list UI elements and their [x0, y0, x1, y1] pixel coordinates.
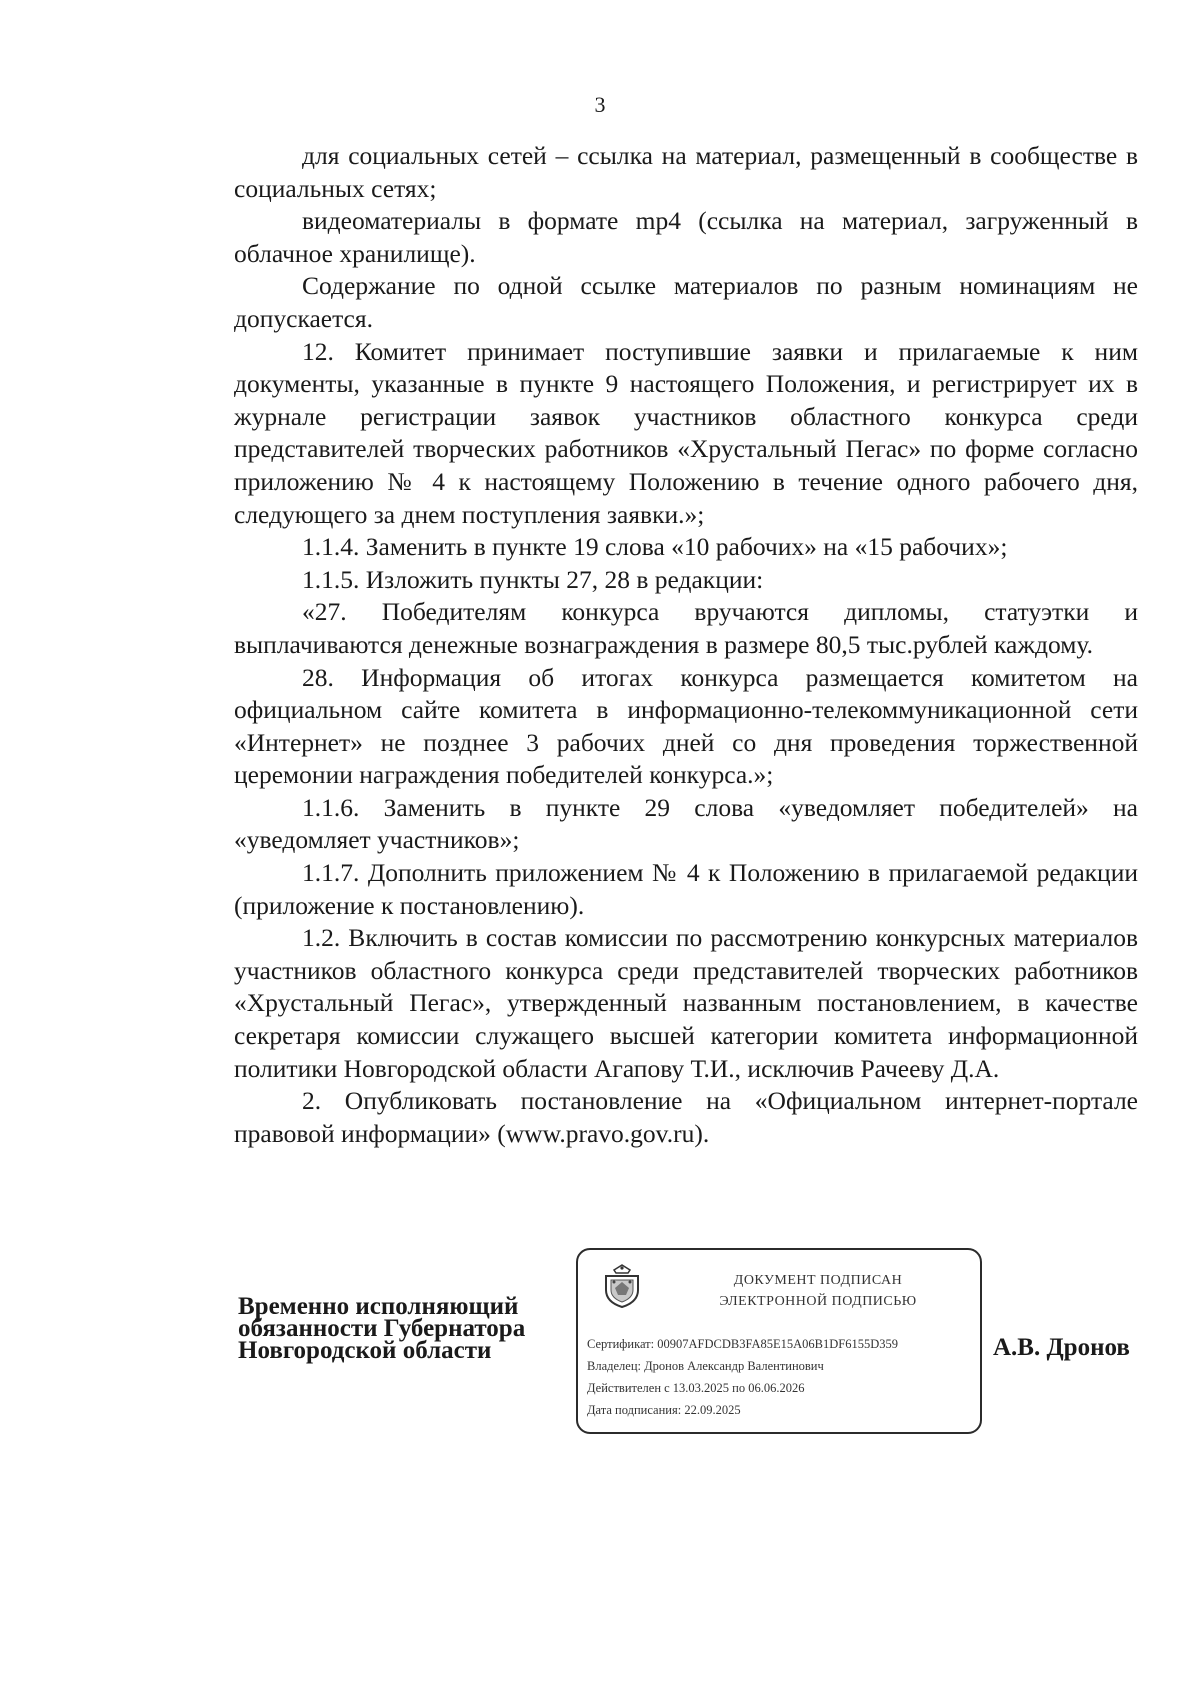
paragraph-item-1-1-7: 1.1.7. Дополнить приложением № 4 к Положению в прилагаемой редакции (приложение к постановлению).	[234, 858, 1138, 920]
page-number: 3	[594, 92, 606, 117]
stamp-heading-line: ЭЛЕКТРОННОЙ ПОДПИСЬЮ	[719, 1294, 917, 1309]
stamp-signing-date: Дата подписания: 22.09.2025	[587, 1403, 741, 1417]
paragraph-item-12: 12. Комитет принимает поступившие заявки и прилагаемые к ним документы, указанные в пункте 9 настоящего Положения, и регистрирует их в журнале регистрации заявок участников областного конкурса среди представителей творческих работников «Хрустальный Пегас» по форме согласно приложению № 4 к настоящему Положению в течение одного рабочего дня, следующего за днем поступления заявки.»;	[234, 336, 1138, 529]
stamp-details	[587, 1333, 898, 1421]
signatory-position-line: Временно исполняющий	[238, 1293, 519, 1320]
paragraph-item-28: 28. Информация об итогах конкурса размещается комитетом на официальном сайте комитета в информационно-телекоммуникационной сети «Интернет» не позднее 3 рабочих дней со дня проведения торжественной церемонии награждения победителей конкурса.»;	[234, 662, 1138, 790]
stamp-heading	[668, 1270, 968, 1312]
signatory-name: А.В. Дронов	[993, 1334, 1130, 1361]
paragraph-item-1-1-5: 1.1.5. Изложить пункты 27, 28 в редакции:	[302, 564, 764, 594]
paragraph-item-2: 2. Опубликовать постановление на «Официальном интернет-портале правовой информации» (www.pravo.gov.ru).	[234, 1086, 1138, 1148]
stamp-validity: Действителен с 13.03.2025 по 06.06.2026	[587, 1381, 805, 1395]
signatory-position-line: обязанности Губернатора	[238, 1315, 526, 1342]
document-body	[234, 140, 1138, 1150]
signatory-position-line: Новгородской области	[238, 1337, 492, 1364]
electronic-signature-stamp	[576, 1248, 982, 1434]
paragraph-item-1-1-4: 1.1.4. Заменить в пункте 19 слова «10 рабочих» на «15 рабочих»;	[302, 532, 1008, 562]
stamp-owner: Владелец: Дронов Александр Валентинович	[587, 1359, 824, 1373]
paragraph-item-1-1-6: 1.1.6. Заменить в пункте 29 слова «уведомляет победителей» на «уведомляет участников»;	[234, 792, 1138, 855]
paragraph-link-restriction: Содержание по одной ссылке материалов по разным номинациям не допускается.	[234, 271, 1138, 333]
stamp-heading-line: ДОКУМЕНТ ПОДПИСАН	[733, 1273, 903, 1288]
signatory-position	[238, 1293, 568, 1364]
paragraph-social-networks: для социальных сетей – ссылка на материал, размещенный в сообществе в социальных сетях;	[234, 141, 1138, 203]
stamp-certificate: Сертификат: 00907AFDCDB3FA85E15A06B1DF6155D359	[587, 1337, 898, 1351]
paragraph-video-materials: видеоматериалы в формате mp4 (ссылка на материал, загруженный в облачное хранилище).	[234, 206, 1138, 268]
paragraph-item-27: «27. Победителям конкурса вручаются дипломы, статуэтки и выплачиваются денежные вознаграждения в размере 80,5 тыс.рублей каждому.	[234, 597, 1138, 659]
paragraph-item-1-2: 1.2. Включить в состав комиссии по рассмотрению конкурсных материалов участников областного конкурса среди представителей творческих работников «Хрустальный Пегас», утвержденный названным постановлением, в качестве секретаря комиссии служащего высшей категории комитета информационной политики Новгородской области Агапову Т.И., исключив Рачееву Д.А.	[234, 923, 1138, 1083]
coat-of-arms-icon	[602, 1264, 642, 1308]
